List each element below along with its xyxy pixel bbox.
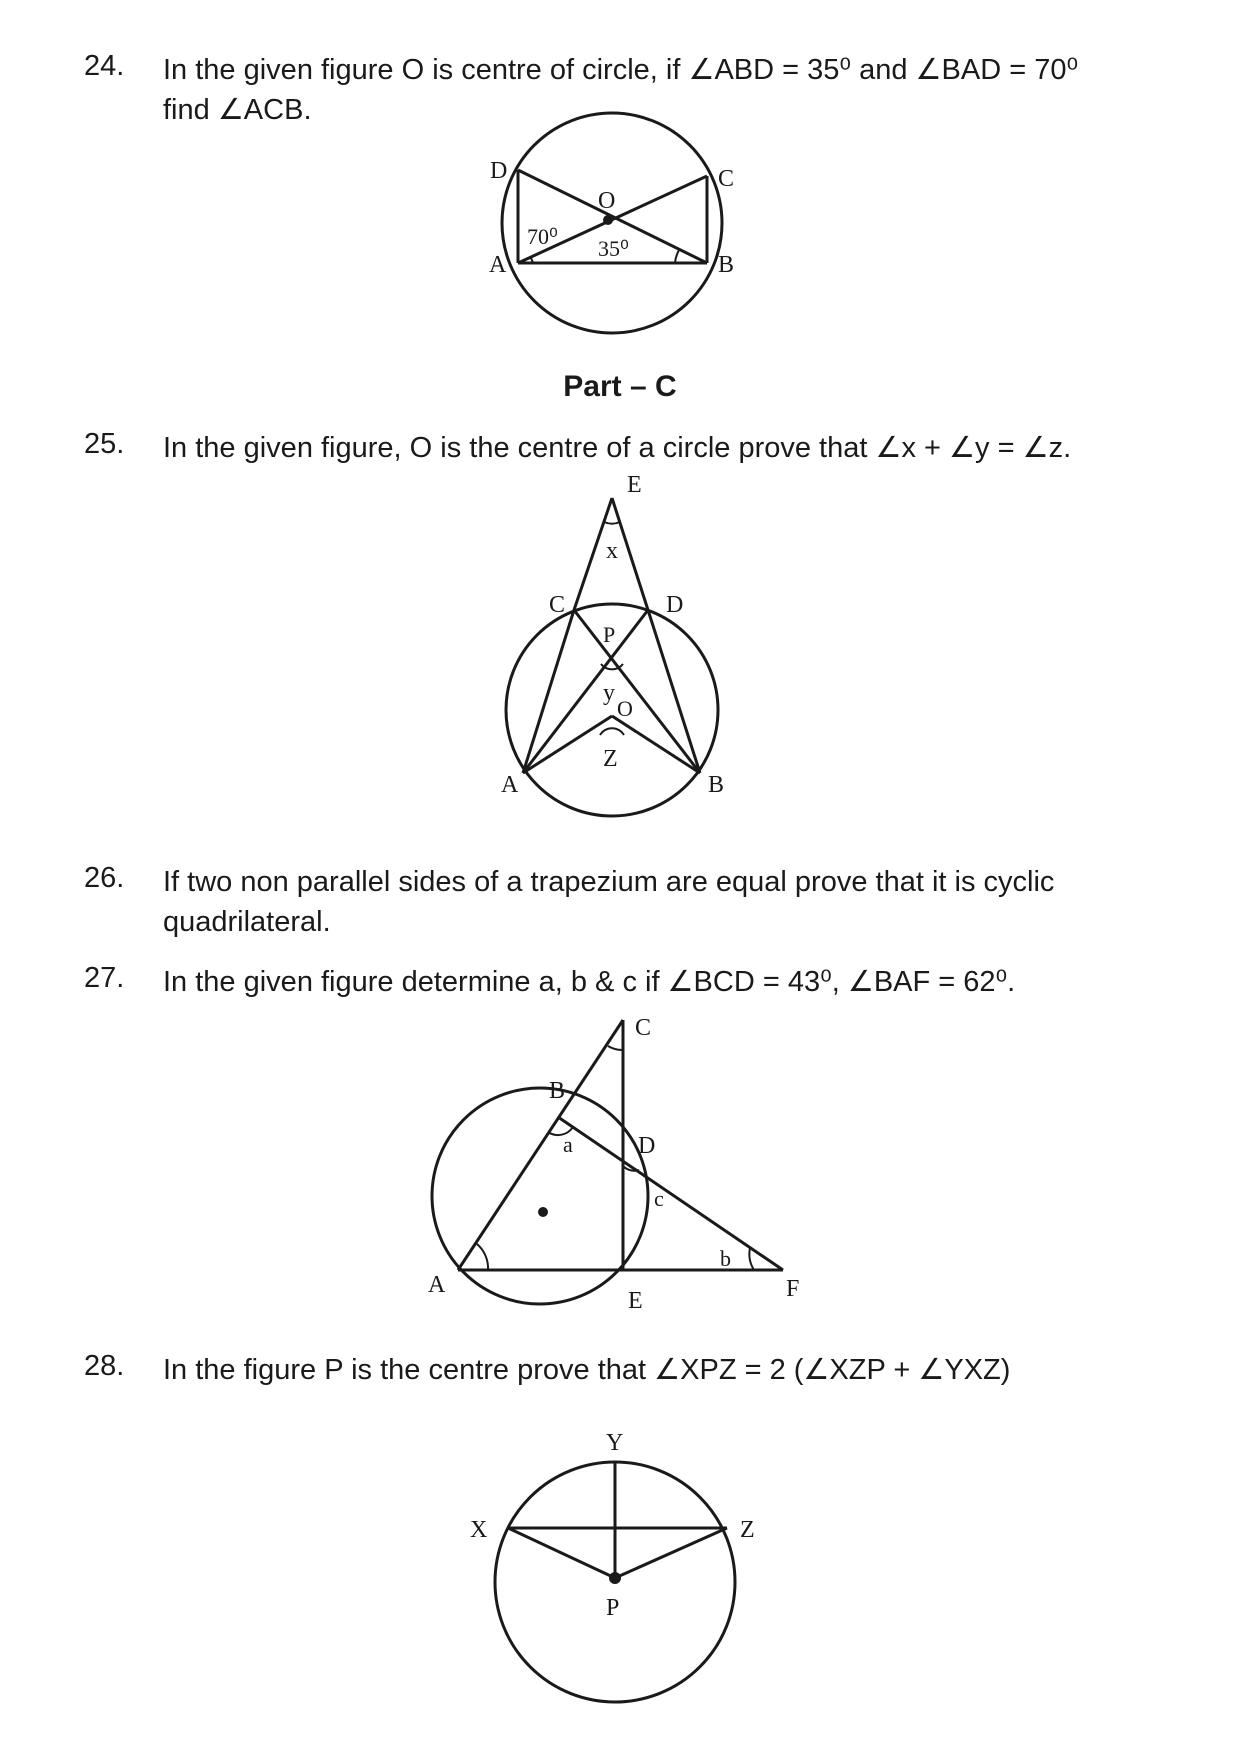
- question-24-line-1: In the given figure O is centre of circle, if ∠ABD = 35⁰ and ∠BAD = 70⁰: [163, 54, 1079, 86]
- fig25-angle-arc-x: [604, 522, 620, 524]
- fig25-line-cb: [574, 610, 700, 773]
- fig27-angle-arc-c: [608, 1046, 623, 1050]
- fig25-label-x: x: [606, 538, 618, 564]
- fig24-label-c: C: [718, 166, 735, 192]
- fig27-label-b-angle: b: [720, 1246, 731, 1271]
- fig24-label-a: A: [489, 252, 507, 278]
- fig27-line-bf: [558, 1117, 783, 1270]
- fig25-label-d: D: [666, 592, 684, 618]
- fig25-line-da: [523, 610, 648, 773]
- fig24-label-d: D: [490, 158, 508, 184]
- fig27-center-dot: [538, 1207, 548, 1217]
- question-28-number: 28.: [84, 1350, 125, 1382]
- fig28-line-zp: [615, 1528, 727, 1578]
- fig24-label-o: O: [598, 188, 616, 214]
- figure-27: [428, 1015, 799, 1314]
- question-24-line-2: find ∠ACB.: [163, 94, 312, 126]
- figure-24: [489, 113, 734, 333]
- fig25-label-p: P: [603, 622, 616, 647]
- fig25-label-y: y: [603, 680, 615, 706]
- fig25-label-c: C: [549, 592, 566, 618]
- question-26-line-2: quadrilateral.: [163, 906, 331, 938]
- fig24-label-b: B: [718, 252, 735, 278]
- fig25-label-e: E: [627, 472, 642, 498]
- figure-28: [470, 1430, 755, 1702]
- fig25-label-z: Z: [603, 746, 618, 772]
- question-26-number: 26.: [84, 862, 125, 894]
- fig27-label-e: E: [628, 1288, 643, 1314]
- fig27-label-d: D: [638, 1133, 656, 1159]
- fig27-label-c: C: [635, 1015, 652, 1041]
- fig25-line-db: [648, 610, 700, 773]
- fig28-center-dot: [609, 1572, 621, 1584]
- fig28-label-z: Z: [740, 1517, 755, 1543]
- question-24-number: 24.: [84, 50, 125, 82]
- section-heading: Part – C: [563, 370, 677, 403]
- fig28-label-y: Y: [606, 1430, 624, 1456]
- fig25-label-a: A: [501, 772, 519, 798]
- fig25-label-b: B: [708, 772, 725, 798]
- fig24-angle-70: 70⁰: [527, 224, 558, 249]
- question-28-line-1: In the figure P is the centre prove that ∠XPZ = 2 (∠XZP + ∠YXZ): [163, 1354, 1011, 1386]
- fig24-angle-arc-b: [675, 250, 679, 263]
- fig27-angle-arc-at-a: [477, 1244, 488, 1270]
- fig27-label-c-angle: c: [654, 1186, 664, 1211]
- fig27-label-a-angle: a: [563, 1132, 573, 1157]
- fig27-label-f: F: [786, 1276, 800, 1302]
- fig28-label-p: P: [606, 1595, 620, 1621]
- question-25-line-1: In the given figure, O is the centre of a circle prove that ∠x + ∠y = ∠z.: [163, 432, 1072, 464]
- question-25-number: 25.: [84, 428, 125, 460]
- fig24-center-dot: [603, 215, 613, 225]
- fig24-angle-35: 35⁰: [598, 236, 629, 261]
- fig25-line-ao: [523, 716, 612, 773]
- figure-25: [501, 472, 724, 816]
- fig27-label-a: A: [428, 1272, 446, 1298]
- fig25-line-bo: [612, 716, 700, 773]
- fig28-line-xp: [508, 1528, 615, 1578]
- question-27-line-1: In the given figure determine a, b & c if ∠BCD = 43⁰, ∠BAF = 62⁰.: [163, 966, 1016, 998]
- fig25-line-ca: [523, 610, 574, 773]
- fig28-label-x: X: [470, 1517, 488, 1543]
- question-27-number: 27.: [84, 962, 125, 994]
- fig27-label-b: B: [549, 1078, 566, 1104]
- fig25-angle-arc-z: [600, 728, 624, 735]
- question-26-line-1: If two non parallel sides of a trapezium are equal prove that it is cyclic: [163, 866, 1055, 898]
- fig27-circle: [432, 1088, 648, 1304]
- fig25-label-o: O: [617, 696, 633, 721]
